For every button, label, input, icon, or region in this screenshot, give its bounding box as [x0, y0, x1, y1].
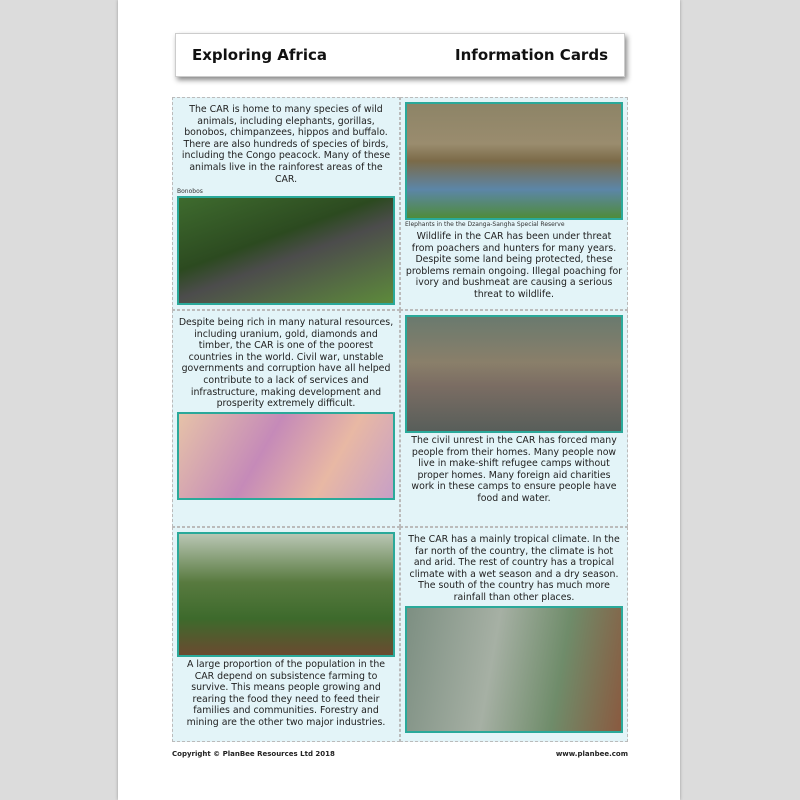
card-farming [172, 527, 400, 742]
elephants-photo [405, 102, 623, 220]
card-text: Wildlife in the CAR has been under threat from poachers and hunters for many years. Despite some land being protected, these problems remain ongoing. Illegal poaching for ivory and bushmeat are causing a serious threat to wildlife. [405, 231, 623, 300]
bonobos-photo [177, 196, 395, 305]
card-text: The civil unrest in the CAR has forced many people from their homes. Many people now live in make-shift refugee camps without proper homes. Many foreign aid charities work in these camps to ensure people have food and water. [411, 435, 617, 504]
card-resources [172, 310, 400, 527]
copyright-text: Copyright © PlanBee Resources Ltd 2018 [172, 750, 335, 758]
card-text: Despite being rich in many natural resources, including uranium, gold, diamonds and timber, the CAR is one of the poorest countries in the world. Civil war, unstable governments and corruption have all helped contribute to a lack of services and infrastructure, making development and prosperity extremely difficult. [178, 317, 394, 410]
card-climate [400, 527, 628, 742]
banknotes-photo [177, 412, 395, 500]
rainforest-photo [405, 606, 623, 733]
page-title: Exploring Africa [192, 46, 327, 64]
card-text: The CAR is home to many species of wild animals, including elephants, gorillas, bonobos, chimpanzees, hippos and buffalo. There are also hundreds of species of birds, including the Congo peacock. Many of these animals live in the rainforest areas of the CAR. [181, 104, 391, 185]
image-caption: Bonobos [177, 188, 203, 196]
card-text: A large proportion of the population in the CAR depend on subsistence farming to survive. This means people growing and rearing the food they need to feed their families and communities. Forestry and mining are the other two major industries. [186, 659, 386, 728]
page-subtitle: Information Cards [455, 46, 608, 64]
website-link: www.planbee.com [555, 750, 628, 758]
image-caption: Elephants in the the Dzanga-Sangha Special Reserve [405, 221, 565, 228]
refugee-camp-photo [405, 315, 623, 433]
header-banner [175, 33, 625, 77]
card-poaching [400, 97, 628, 310]
worksheet-page [118, 0, 680, 800]
cards-grid [172, 97, 628, 742]
card-refugees [400, 310, 628, 527]
card-wildlife [172, 97, 400, 310]
card-text: The CAR has a mainly tropical climate. In the far north of the country, the climate is hot and arid. The rest of country has a tropical climate with a wet season and a dry season. The south of the country has much more rainfall than other places. [408, 534, 620, 603]
farmers-photo [177, 532, 395, 657]
